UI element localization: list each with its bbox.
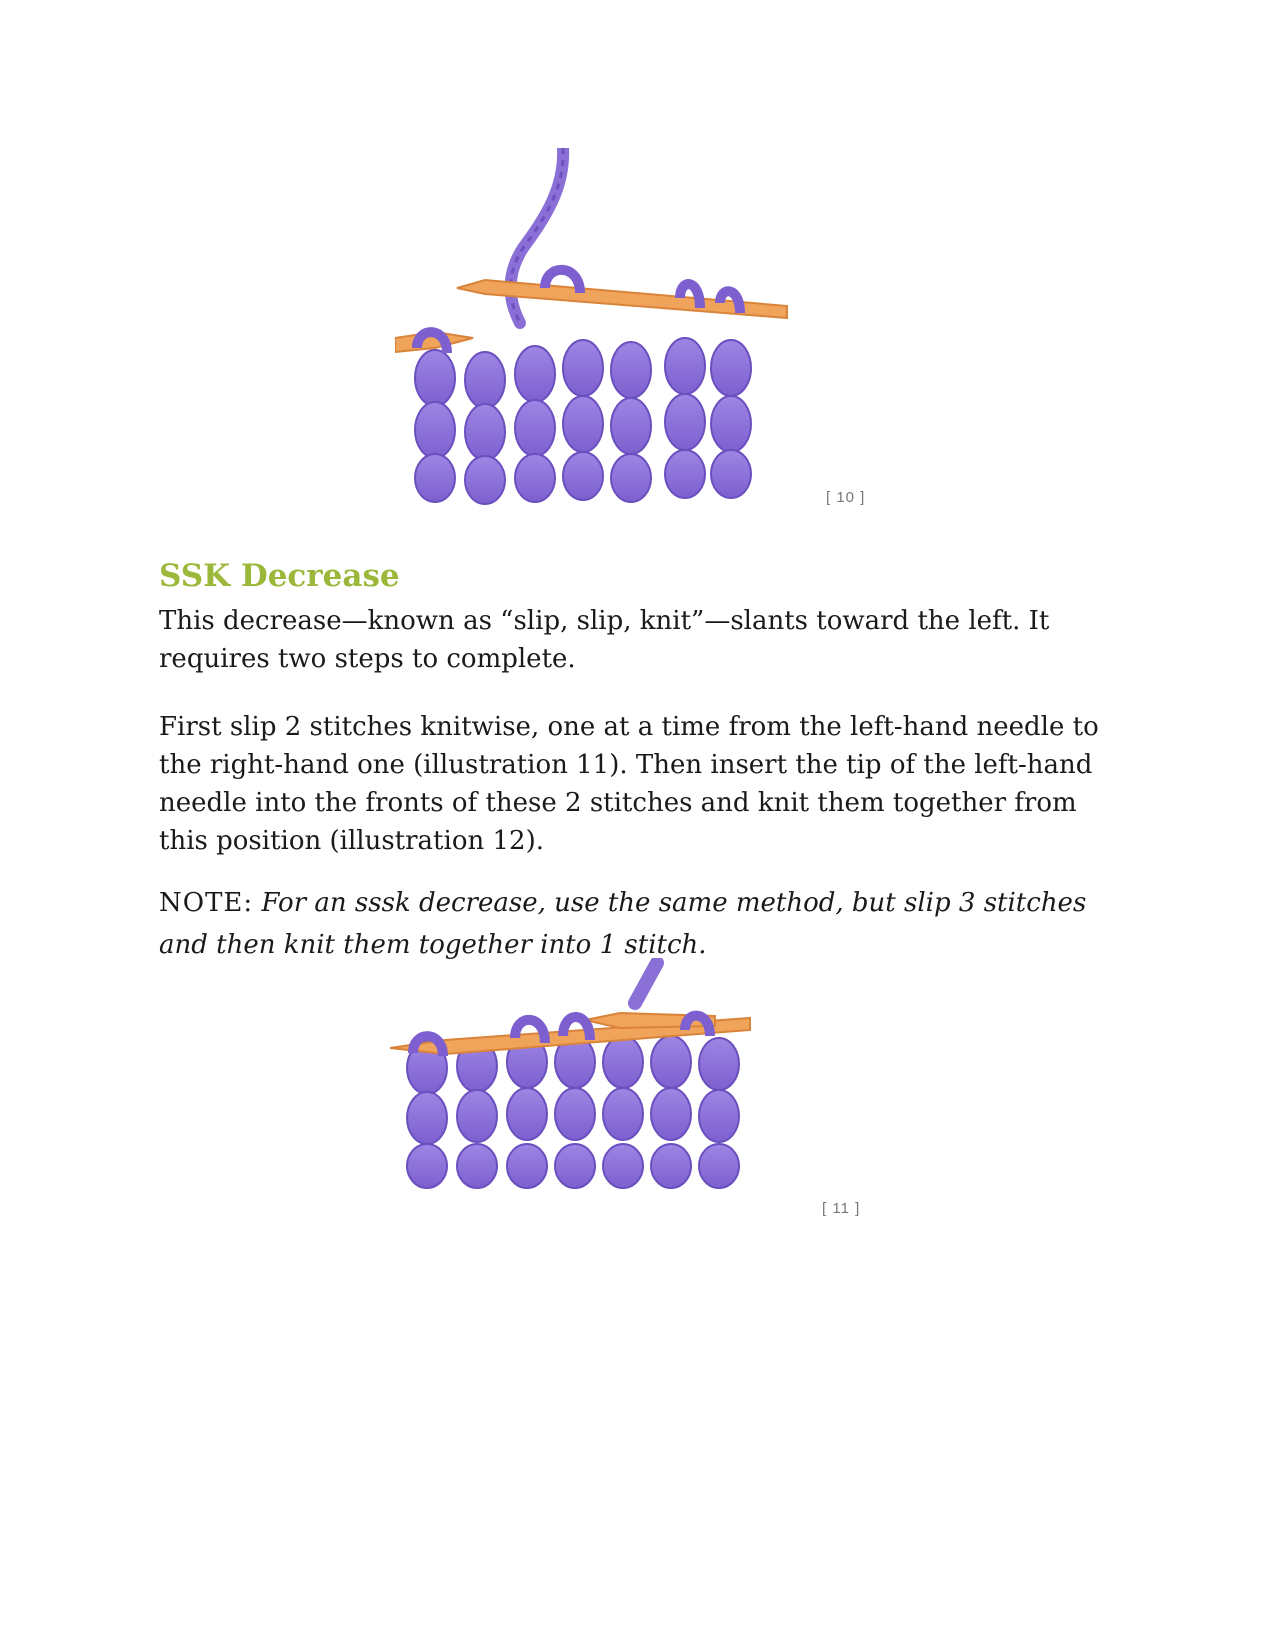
- paragraph-instructions: First slip 2 stitches knitwise, one at a time from the left-hand needle to the right-hand one (illustration 11). Then insert the tip of the left-hand needle into the fronts of these 2 stitches and knit them together from this position (illustration 12).: [159, 712, 1099, 856]
- section-title: SSK Decrease: [159, 558, 400, 594]
- note-text: For an sssk decrease, use the same method, but slip 3 stitches and then knit them together into 1 stitch.: [159, 888, 1087, 960]
- knit-fabric: [415, 338, 751, 504]
- knitting-illustration-10-graphic: [395, 148, 855, 508]
- illustration-11-label: [ 11 ]: [822, 1200, 861, 1217]
- illustration-10-label: [ 10 ]: [826, 489, 866, 506]
- illustration-11: [385, 958, 855, 1208]
- knitting-illustration-11-graphic: [385, 958, 855, 1208]
- paragraph-intro: This decrease—known as “slip, slip, knit”—slants toward the left. It requires two steps to complete.: [159, 606, 1050, 674]
- yarn-strand: [635, 963, 657, 1003]
- knit-fabric: [407, 1036, 739, 1188]
- illustration-10: [395, 148, 855, 508]
- note-label: NOTE:: [159, 888, 254, 918]
- note: [159, 882, 1119, 966]
